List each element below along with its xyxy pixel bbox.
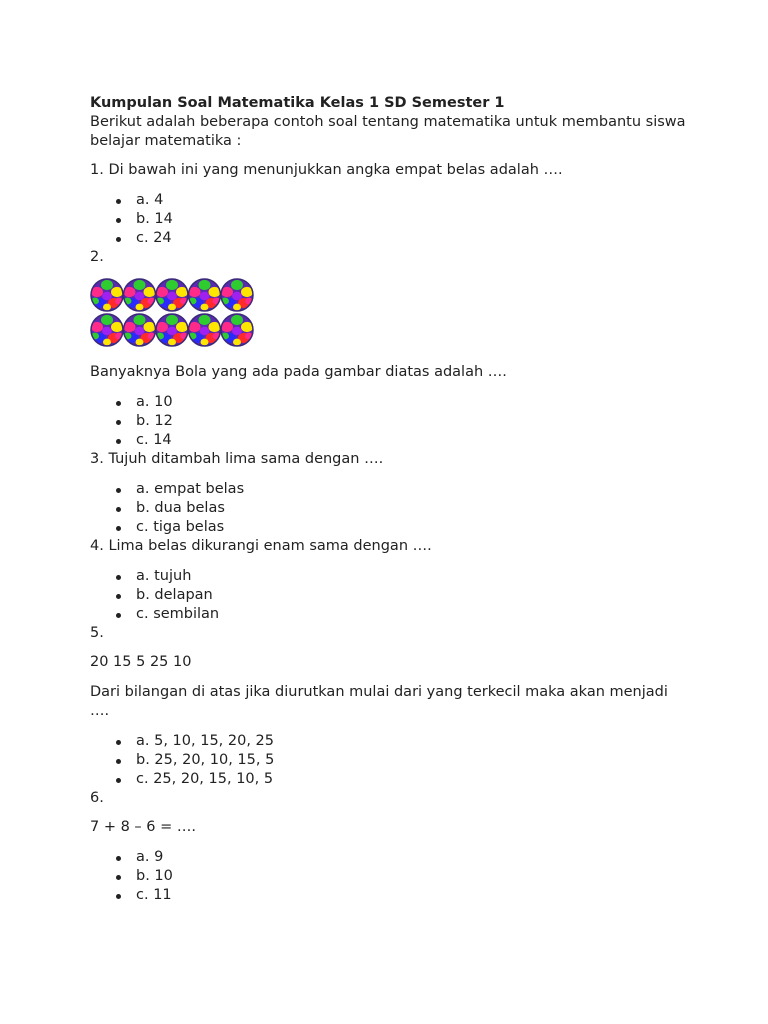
option-item: b. 12 <box>136 412 690 431</box>
question-1-options <box>90 191 690 248</box>
question-6-number: 6. <box>90 790 104 806</box>
option-item: c. 25, 20, 15, 10, 5 <box>136 770 690 789</box>
ball-icon <box>124 279 156 311</box>
document-title: Kumpulan Soal Matematika Kelas 1 SD Semester 1 <box>90 95 505 111</box>
question-4-text: 4. Lima belas dikurangi enam sama dengan …. <box>90 538 432 554</box>
option-item: a. 4 <box>136 191 690 210</box>
option-item: c. sembilan <box>136 605 690 624</box>
question-5-numbers: 20 15 5 25 10 <box>90 654 192 670</box>
option-item: a. 5, 10, 15, 20, 25 <box>136 732 690 751</box>
ball-icon <box>124 314 156 346</box>
balls-image <box>90 277 256 349</box>
option-item: b. delapan <box>136 586 690 605</box>
option-item: a. tujuh <box>136 567 690 586</box>
ball-icon <box>221 279 253 311</box>
option-item: c. tiga belas <box>136 518 690 537</box>
ball-icon <box>156 279 188 311</box>
option-item: a. empat belas <box>136 480 690 499</box>
ball-icon <box>91 314 123 346</box>
option-item: a. 10 <box>136 393 690 412</box>
option-item: b. 14 <box>136 210 690 229</box>
question-2-text: Banyaknya Bola yang ada pada gambar diatas adalah …. <box>90 364 507 380</box>
option-item: b. 10 <box>136 867 690 886</box>
ball-icon <box>189 314 221 346</box>
intro-text: Berikut adalah beberapa contoh soal tentang matematika untuk membantu siswa belajar matematika : <box>90 114 686 149</box>
ball-icon <box>91 279 123 311</box>
question-1-text: 1. Di bawah ini yang menunjukkan angka empat belas adalah …. <box>90 162 563 178</box>
question-6-expression: 7 + 8 – 6 = …. <box>90 819 196 835</box>
option-item: c. 24 <box>136 229 690 248</box>
question-2-options <box>90 393 690 450</box>
ball-icon <box>189 279 221 311</box>
question-5-options <box>90 732 690 789</box>
option-item: a. 9 <box>136 848 690 867</box>
question-2-number: 2. <box>90 249 104 265</box>
option-item: c. 14 <box>136 431 690 450</box>
ball-icon <box>221 314 253 346</box>
question-5-text: Dari bilangan di atas jika diurutkan mulai dari yang terkecil maka akan menjadi …. <box>90 684 668 719</box>
question-4-options <box>90 567 690 624</box>
option-item: c. 11 <box>136 886 690 905</box>
question-3-options <box>90 480 690 537</box>
question-6-options <box>90 848 690 905</box>
ball-icon <box>156 314 188 346</box>
question-5-number: 5. <box>90 625 104 641</box>
question-3-text: 3. Tujuh ditambah lima sama dengan …. <box>90 451 384 467</box>
document <box>90 94 690 905</box>
option-item: b. dua belas <box>136 499 690 518</box>
option-item: b. 25, 20, 10, 15, 5 <box>136 751 690 770</box>
